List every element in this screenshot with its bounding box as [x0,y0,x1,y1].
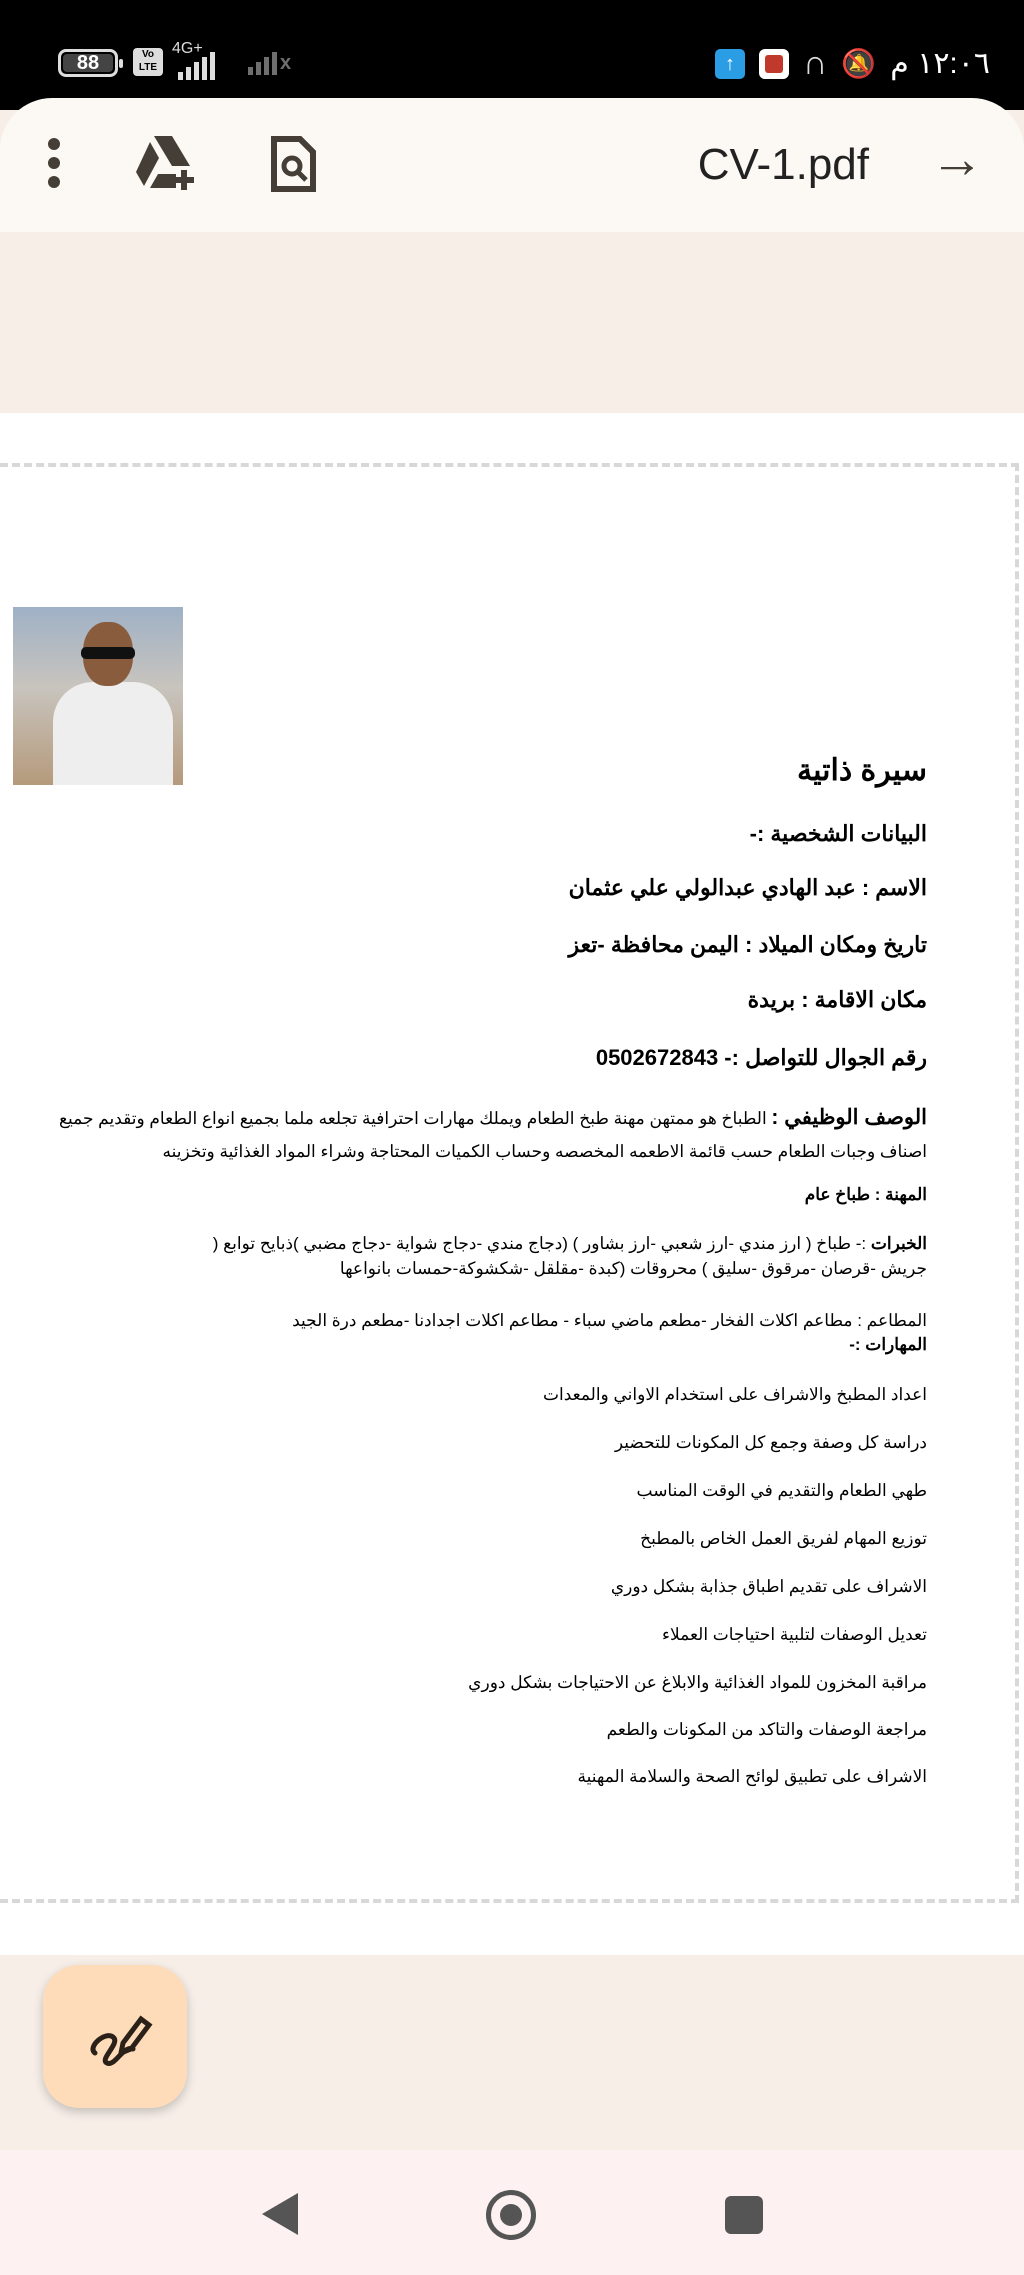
birth-line: تاريخ ومكان الميلاد : اليمن محافظة -تعز [568,932,927,957]
profession-line: المهنة : طباخ عام [804,1185,927,1204]
restaurants-line: المطاعم : مطاعم اكلات الفخار -مطعم ماضي سباء - مطاعم اكلات اجدادنا -مطعم درة الجيد [292,1311,927,1330]
skill-item: اعداد المطبخ والاشراف على استخدام الاواني والمعدات [542,1385,927,1404]
signal-no-service-icon: x [248,52,291,75]
skill-item: تعديل الوصفات لتلبية احتياجات العملاء [661,1625,927,1644]
navigation-bar [0,2150,1024,2275]
cv-title: سيرة ذاتية [797,754,927,787]
status-bar [0,0,1024,110]
drive-add-icon[interactable] [136,136,198,192]
arrow-right-icon[interactable]: → [930,129,984,189]
experience: الخبرات :- طباخ ( ارز مندي -ارز شعبي -ارز بشاور ) (دجاج مندي -دجاج شواية -دجاج مضبي )ذبايح توابع ( جريش -قرصان -مرقوق -سليق ) محروقات (كبدة -مقلقل -شكشوكة-حمسات بانواعها [212,1234,927,1278]
skill-item: توزيع المهام لفريق العمل الخاص بالمطبخ [640,1529,927,1548]
network-type: 4G+ [172,40,203,57]
name-line: الاسم : عبد الهادي عبدالولي علي عثمان [568,875,927,900]
bell-off-icon: 🔕 [841,48,877,79]
skill-item: الاشراف على تقديم اطباق جذابة بشكل دوري [610,1577,927,1596]
phone-line: رقم الجوال للتواصل :- 0502672843 [595,1045,927,1070]
volte-icon: Vo LTE [133,48,163,76]
page-gap [0,232,1024,413]
battery-icon: 88 [58,49,118,77]
signal-icon [178,52,215,80]
app-notification-icon [759,49,789,79]
home-icon[interactable] [486,2190,536,2240]
upload-icon: ↑ [715,49,745,79]
skill-item: مراجعة الوصفات والتاكد من المكونات والطعم [606,1720,927,1739]
back-icon[interactable] [262,2193,298,2235]
find-in-page-icon[interactable] [270,136,316,192]
skill-item: طهي الطعام والتقديم في الوقت المناسب [636,1481,927,1500]
pen-icon [43,1965,187,2108]
skill-item: الاشراف على تطبيق لوائح الصحة والسلامة المهنية [577,1767,927,1786]
residence-line: مكان الاقامة : بريدة [747,987,927,1012]
annotate-button[interactable] [43,1965,187,2108]
personal-header: البيانات الشخصية :- [749,821,927,846]
profile-photo [13,607,183,785]
clock: ١٢:٠٦ م [890,47,990,80]
toolbar [0,98,1024,232]
job-description: الوصف الوظيفي : الطباخ هو ممتهن مهنة طبخ الطعام ويملك مهارات احترافية تجلعه ملما بجميع انواع الطعام وتقديم جميع اصناف وجبات الطعام حسب قائمة الاطعمه المخصصه وحساب الكميات المحتاجة وشراء المواد الغذائية وتخزينه [58,1106,927,1161]
skill-item: دراسة كل وصفة وجمع كل المكونات للتحضير [614,1433,927,1452]
recents-icon[interactable] [725,2196,763,2234]
skills-header: المهارات :- [849,1335,927,1354]
pdf-viewer[interactable] [0,413,1024,1955]
document-title: CV-1.pdf [697,140,869,189]
more-vert-icon[interactable] [48,138,62,195]
skill-item: مراقبة المخزون للمواد الغذائية والابلاغ عن الاحتياجات بشكل دوري [468,1673,927,1692]
headphones-icon: ∩ [802,44,828,82]
